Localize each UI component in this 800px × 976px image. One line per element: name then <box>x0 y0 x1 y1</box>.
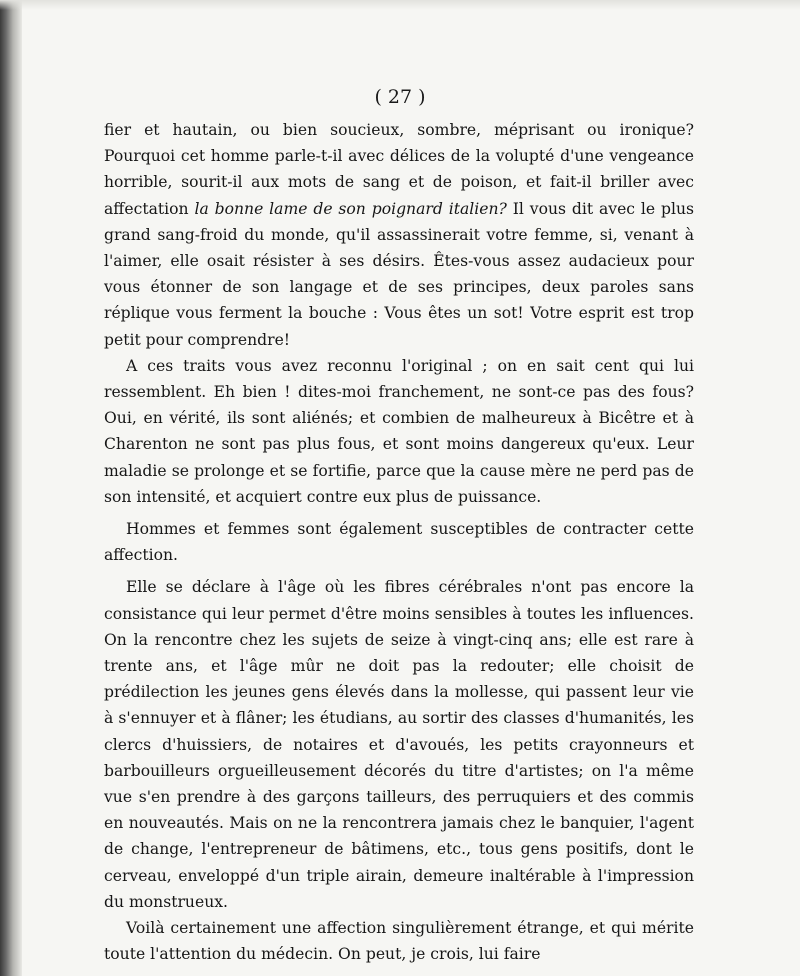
book-binding-shadow <box>0 0 22 976</box>
paragraph-continuation-text: fier et hautain, ou bien soucieux, sombre, méprisant ou ironique? Pourquoi cet homme parle-t-il avec délices de la volupté d'une vengeance horrible, sourit-il aux mots de sang et de poison, et fait-il briller avec affectation <box>104 121 694 218</box>
paragraph-continuation-text-end: Il vous dit avec le plus grand sang-froid du monde, qu'il assassinerait votre femme, si, venant à l'aimer, elle osait résister à ses désirs. Êtes-vous assez audacieux pour vous étonner de son langage et de ses principes, deux paroles sans réplique vous ferment la bouche : Vous êtes un sot! Votre esprit est trop petit pour comprendre! <box>104 199 695 349</box>
paragraph-conclusion: Voilà certainement une affection singulièrement étrange, et qui mérite toute l'attention du médecin. On peut, je crois, lui faire <box>104 919 694 964</box>
paragraph-continuation <box>104 117 694 353</box>
body-text <box>104 117 694 968</box>
italic-quote: la bonne lame de son poignard italien? <box>194 199 507 218</box>
page-top-shadow <box>0 0 800 10</box>
paragraph-age-onset: Elle se déclare à l'âge où les fibres cérébrales n'ont pas encore la consistance qui leur permet d'être moins sensibles à toutes les influences. On la rencontre chez les sujets de seize à vingt-cinq ans; elle est rare à trente ans, et l'âge mûr ne doit pas la redouter; elle choisit de prédilection les jeunes gens élevés dans la mollesse, qui passent leur vie à s'ennuyer et à flâner; les étudians, au sortir des classes d'humanités, les clercs d'huissiers, de notaires et d'avoués, les petits crayonneurs et barbouilleurs orgueilleusement décorés du titre d'artistes; on l'a même vue s'en prendre à des garçons tailleurs, des perruquiers et des commis en nouveautés. Mais on ne la rencontrera jamais chez le banquier, l'agent de change, l'entrepreneur de bâtimens, etc., tous gens positifs, dont le cerveau, enveloppé d'un triple airain, demeure inaltérable à l'impression du monstrueux. <box>104 578 694 911</box>
paragraph-original: A ces traits vous avez reconnu l'original ; on en sait cent qui lui ressemblent. Eh bien ! dites-moi franchement, ne sont-ce pas des fous? Oui, en vérité, ils sont aliénés; et combien de malheureux à Bicêtre et à Charenton ne sont pas plus fous, et sont moins dangereux qu'eux. Leur maladie se prolonge et se fortifie, parce que la cause mère ne perd pas de son intensité, et acquiert contre eux plus de puissance. <box>104 356 694 506</box>
paragraph-susceptibility: Hommes et femmes sont également susceptibles de contracter cette affection. <box>104 520 694 565</box>
page-number: ( 27 ) <box>374 86 426 108</box>
